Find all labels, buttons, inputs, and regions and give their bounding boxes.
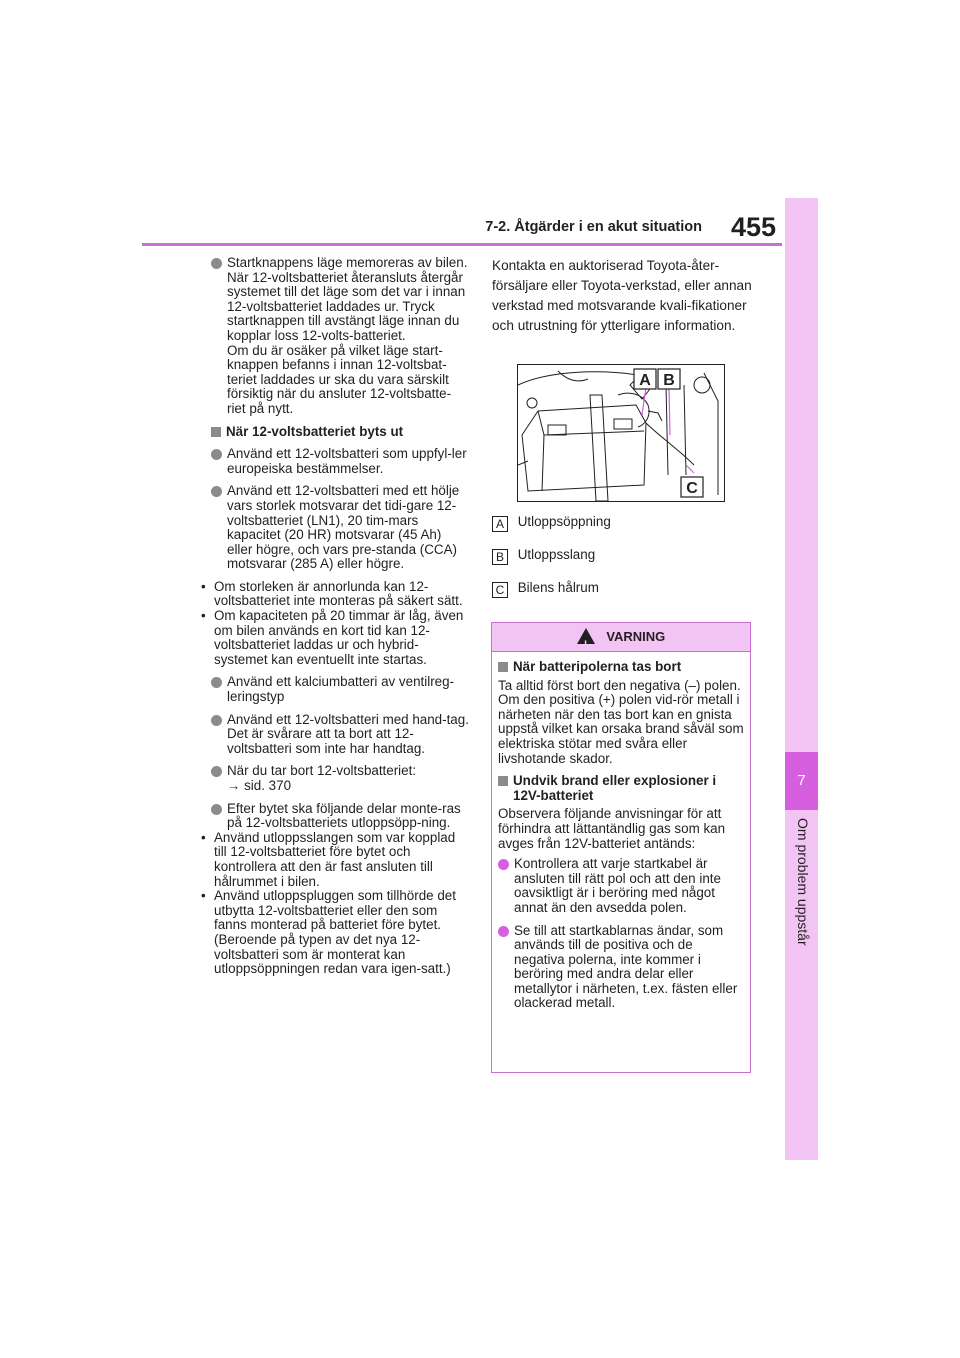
warning-header [492,623,750,652]
legend-key: A [492,516,508,532]
subheading-text: När 12-voltsbatteriet byts ut [226,423,404,439]
legend-text: Utloppsöppning [517,514,611,529]
square-icon [498,662,508,672]
warning-subheading [498,660,744,675]
warning-subheading [498,774,744,803]
dash-item: • Använd utloppsslangen som var kopplad till 12-voltsbatteriet före bytet och kontrollera att den är fast ansluten till hålrummet i bilen. [198,831,469,889]
warning-box [491,622,751,1073]
warning-bullet [498,924,744,1012]
bullet-text: Startknappens läge memoreras av bilen. När 12-voltsbatteriet återansluts återgår systemet till det läge som det var i innan 12-voltsbatteriet laddades ur. Tryck startknappen till avstängt läge innan du kopplar loss 12-volts-batteriet. [227,255,468,343]
bullet-battery-size [211,484,469,572]
bullet-text: Använd ett 12-voltsbatteri som uppfyl-ler europeiska bestämmelser. [227,446,467,476]
warning-paragraph: Ta alltid först bort den negativa (–) polen. Om den positiva (+) polen vid-rör metall i närheten när den tas bort kan en gnista uppstå vilket kan orsaka brand såväl som elektriska stötar med svåra eller livshotande skador. [498,677,744,766]
bullet-calcium [211,675,469,704]
bullet-icon [498,859,509,870]
legend-text: Bilens hålrum [517,580,599,595]
bullet-text: Efter bytet ska följande delar monte-ras på 12-voltsbatteriets utloppsöpp-ning. [227,800,461,831]
warning-paragraph: Observera följande anvisningar för att förhindra att lättantändlig gas som kan avges från 12V-batteriet antänds: [498,806,726,851]
bullet-icon [211,449,222,460]
battery-drawing [518,365,724,501]
bullet-text: Kontrollera att varje startkabel är ansluten till rätt pol och att den inte oavsiktligt är i beröring med något annat än den avsedda polen. [514,856,721,915]
legend-item-a [492,514,611,532]
bullet-text: När du tar bort 12-voltsbatteriet: [227,763,417,779]
warning-body [492,652,750,1011]
warning-title: VARNING [606,629,666,644]
chapter-side-tab [785,198,818,1160]
bullet-removal [211,764,469,793]
legend-key: C [492,582,508,598]
chapter-title: Om problem uppstår [795,818,811,946]
bullet-text: Se till att startkablarnas ändar, som används till de positiva och de negativa polerna, inte kommer i beröring med andra delar eller metallytor i närheten, t.ex. fästen eller olackerad metall. [514,922,738,1011]
dash-text: Använd utloppspluggen som tillhörde det utbytta 12-voltsbatteriet eller den som fanns monterad på batteriet före bytet. (Beroende på typen av det nya 12-voltsbatteri som är monterat kan utloppsöppningen redan vara igen-satt.) [214,888,456,977]
section-title: 7-2. Åtgärder i en akut situation [485,219,702,235]
contact-dealer-text: Kontakta en auktoriserad Toyota-åter-försäljare eller Toyota-verkstad, eller annan verkstad med motsvarande kvali-fikationer och utrustning för ytterligare information. [492,258,752,333]
page-reference[interactable]: → sid. 370 [227,778,292,793]
dash-text: Om kapaciteten på 20 timmar är låg, även om bilen används en kort tid kan 12-voltsbatteriet laddas ur och hybrid-systemet kan eventuellt inte startas. [214,608,464,667]
bullet-icon [211,715,222,726]
subheading-text: När batteripolerna tas bort [513,659,682,674]
battery-illustration [517,364,725,502]
bullet-after-replace [211,802,469,831]
bullet-icon [211,766,222,777]
bullet-text: Använd ett kalciumbatteri av ventilreg-leringstyp [227,674,455,705]
subheading-battery-replace [211,425,469,440]
legend-item-b [492,547,595,565]
left-column [201,255,469,977]
dash-text: Om storleken är annorlunda kan 12-voltsbatteriet inte monteras på säkert sätt. [214,578,463,609]
bullet-icon [211,486,222,497]
bullet-text: Använd ett 12-voltsbatteri med ett hölje vars storlek motsvarar det tidi-gare 12-voltsbatteriet (LN1), 20 tim-mars kapacitet (20 HR) motsvarar (45 Ah) eller högre, och vars pre-standa (CCA) motsvarar (285 A) eller högre. [227,483,460,572]
warning-icon: ! [577,628,595,644]
chapter-number: 7 [785,752,818,810]
dash-text: Använd utloppsslangen som var kopplad till 12-voltsbatteriet före bytet och kontrollera att den är fast ansluten till hålrummet i bilen. [214,829,456,889]
bullet-handle [211,713,469,757]
header-rule [142,243,782,246]
bullet-icon [211,804,222,815]
warning-bullet [498,857,744,915]
bullet-eu-rules [211,447,469,476]
bullet-text-continued: Om du är osäker på vilket läge start-knappen befanns i innan 12-voltsbat-teriet laddades ur ska du vara särskilt försiktig när du ansluter 12-voltsbatte-riet på nytt. [227,342,452,416]
square-icon [211,427,221,437]
figure-label-b: B [663,372,675,389]
legend-text: Utloppsslang [517,547,596,562]
figure-label-c: C [686,480,698,497]
figure-label-a: A [639,372,651,389]
bullet-start-button [211,256,469,417]
page-number: 455 [730,212,776,242]
dash-item: • Använd utloppspluggen som tillhörde det utbytta 12-voltsbatteriet eller den som fanns monterad på batteriet före bytet. (Beroende på typen av det nya 12-voltsbatteri som är monterat kan utloppsöppningen redan vara igen-satt.) [198,889,469,977]
bullet-icon [498,926,509,937]
bullet-text: Använd ett 12-voltsbatteri med hand-tag. Det är svårare att ta bort att 12-voltsbatteri som inte har handtag. [227,711,469,756]
legend-item-c [492,580,599,598]
legend-key: B [492,549,508,565]
bullet-icon [211,677,222,688]
subheading-text: Undvik brand eller explosioner i 12V-batteriet [513,773,717,803]
dash-item: • Om kapaciteten på 20 timmar är låg, även om bilen används en kort tid kan 12-voltsbatteriet laddas ur och hybrid-systemet kan eventuellt inte startas. [198,609,469,667]
bullet-icon [211,258,222,269]
square-icon [498,776,508,786]
dash-item: • Om storleken är annorlunda kan 12-voltsbatteriet inte monteras på säkert sätt. [198,580,469,609]
